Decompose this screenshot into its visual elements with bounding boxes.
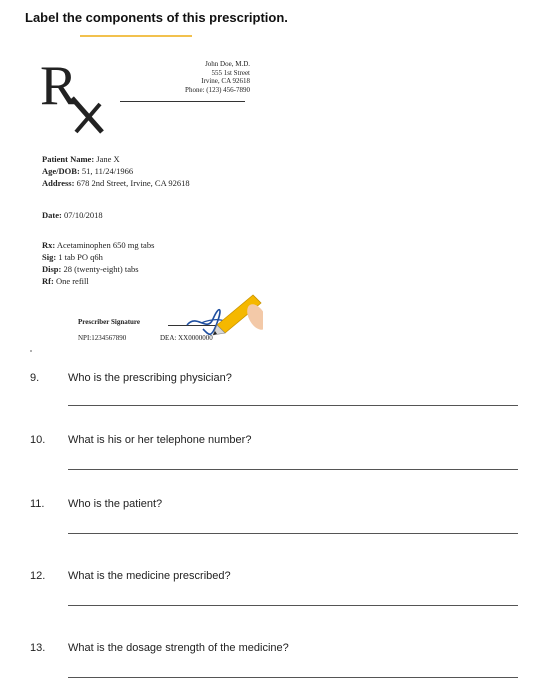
address-label: Address:	[42, 178, 75, 188]
question-number: 9.	[30, 372, 40, 384]
doctor-street: 555 1st Street	[211, 68, 250, 77]
question-number: 12.	[30, 570, 46, 582]
page-dot	[30, 350, 32, 352]
disp-label: Disp:	[42, 264, 62, 274]
disp-row	[42, 264, 139, 274]
refill-label: Rf:	[42, 276, 54, 286]
doctor-city: Irvine, CA 92618	[201, 77, 250, 85]
question-number: 13.	[30, 642, 46, 654]
rx-row	[42, 240, 154, 250]
age-dob: 51, 11/24/1966	[81, 166, 134, 176]
doctor-phone: Phone: (123) 456-7890	[185, 85, 250, 94]
age-dob-row	[42, 166, 133, 176]
patient-name-label: Patient Name:	[42, 154, 95, 164]
answer-line[interactable]	[68, 677, 518, 678]
sig-label: Sig:	[42, 252, 57, 262]
question-text: What is his or her telephone number?	[68, 434, 252, 446]
patient-name: Jane X	[96, 154, 120, 164]
refill-value: One refill	[55, 276, 89, 286]
question-text: What is the dosage strength of the medicine?	[68, 642, 289, 654]
sig-row	[42, 252, 103, 262]
patient-name-row	[42, 154, 120, 164]
doctor-name: John Doe, M.D.	[205, 60, 250, 68]
question-number: 11.	[30, 498, 45, 510]
rx-symbol-icon	[40, 54, 110, 134]
question-text: What is the medicine prescribed?	[68, 570, 231, 582]
doctor-info	[150, 60, 250, 94]
npi-number: NPI:1234567890	[78, 334, 127, 342]
pen-signature-icon	[183, 289, 263, 339]
answer-line[interactable]	[68, 605, 518, 606]
address: 678 2nd Street, Irvine, CA 92618	[76, 178, 190, 188]
title-underline	[80, 35, 192, 37]
refill-row	[42, 276, 89, 286]
date-label: Date:	[42, 210, 62, 220]
doctor-divider	[120, 101, 245, 102]
signature-label: Prescriber Signature	[78, 318, 141, 326]
question-text: Who is the patient?	[68, 498, 163, 510]
sig-directions: 1 tab PO q6h	[58, 252, 103, 262]
svg-text:R: R	[40, 55, 78, 117]
answer-line[interactable]	[68, 405, 518, 406]
disp-quantity: 28 (twenty-eight) tabs	[63, 264, 139, 274]
answer-line[interactable]	[68, 533, 518, 534]
answer-line[interactable]	[68, 469, 518, 470]
rx-medication: Acetaminophen 650 mg tabs	[56, 240, 155, 250]
address-row	[42, 178, 190, 188]
worksheet-title: Label the components of this prescription.	[25, 10, 288, 25]
question-text: Who is the prescribing physician?	[68, 372, 232, 384]
dea-number: DEA: XX0000000	[160, 334, 213, 342]
age-dob-label: Age/DOB:	[42, 166, 80, 176]
date: 07/10/2018	[63, 210, 103, 220]
question-number: 10.	[30, 434, 46, 446]
date-row	[42, 210, 103, 220]
rx-label: Rx:	[42, 240, 56, 250]
